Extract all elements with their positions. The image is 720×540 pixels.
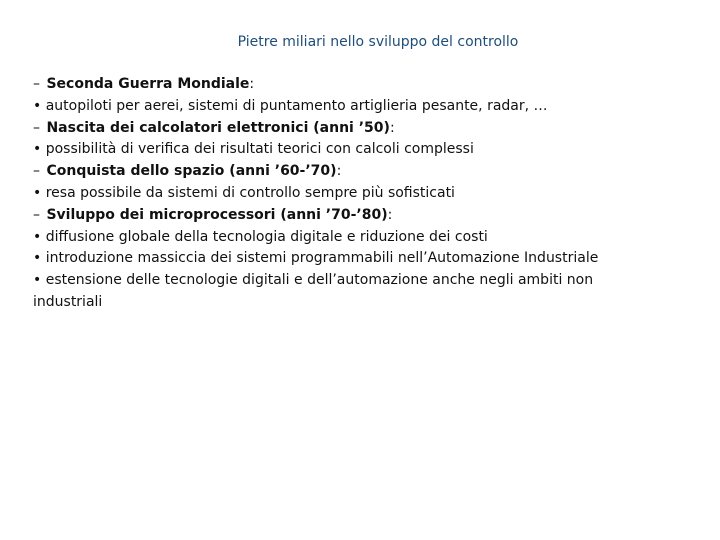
dash-marker: – — [33, 76, 40, 92]
bullet-marker: • — [33, 97, 42, 114]
bullet-item — [33, 96, 643, 118]
dash-marker: – — [33, 119, 40, 136]
bullet-item — [33, 248, 643, 270]
bullet-marker: • — [33, 272, 42, 289]
bullet-item — [33, 227, 643, 249]
dash-marker: – — [33, 163, 40, 180]
bullet-text: possibilità di verifica dei risultati teorici con calcoli complessi — [45, 141, 474, 158]
bullet-item — [33, 183, 643, 205]
milestone-heading — [33, 74, 643, 96]
milestone-heading-text: Seconda Guerra Mondiale — [46, 76, 250, 92]
heading-colon: : — [389, 119, 395, 136]
bullet-text: autopiloti per aerei, sistemi di puntamento artiglieria pesante, radar, … — [45, 97, 548, 114]
bullet-text: estensione delle tecnologie digitali e dell’automazione anche negli ambiti non industriali — [33, 272, 594, 310]
bullet-marker: • — [33, 184, 42, 201]
dash-marker: – — [33, 206, 40, 223]
heading-colon: : — [249, 76, 255, 92]
bullet-text: resa possibile da sistemi di controllo sempre più sofisticati — [45, 184, 455, 201]
milestone-heading-text: Nascita dei calcolatori elettronici (anni ’50) — [46, 119, 390, 136]
bullet-text: introduzione massiccia dei sistemi programmabili nell’Automazione Industriale — [45, 250, 599, 267]
milestone-heading-text: Conquista dello spazio (anni ’60-’70) — [46, 163, 337, 180]
heading-colon: : — [387, 206, 393, 223]
bullet-item — [33, 270, 643, 314]
bullet-item — [33, 139, 643, 161]
milestone-heading-text: Sviluppo dei microprocessori (anni ’70-’80) — [46, 206, 388, 223]
bullet-marker: • — [33, 228, 42, 245]
milestone-heading — [33, 118, 643, 140]
bullet-marker: • — [33, 250, 42, 267]
slide-title: Pietre miliari nello sviluppo del controllo — [237, 34, 519, 50]
slide-body — [33, 74, 643, 314]
bullet-marker: • — [33, 141, 42, 158]
bullet-text: diffusione globale della tecnologia digitale e riduzione dei costi — [45, 228, 488, 245]
heading-colon: : — [336, 163, 342, 180]
milestone-heading — [33, 205, 643, 227]
milestone-heading — [33, 161, 643, 183]
